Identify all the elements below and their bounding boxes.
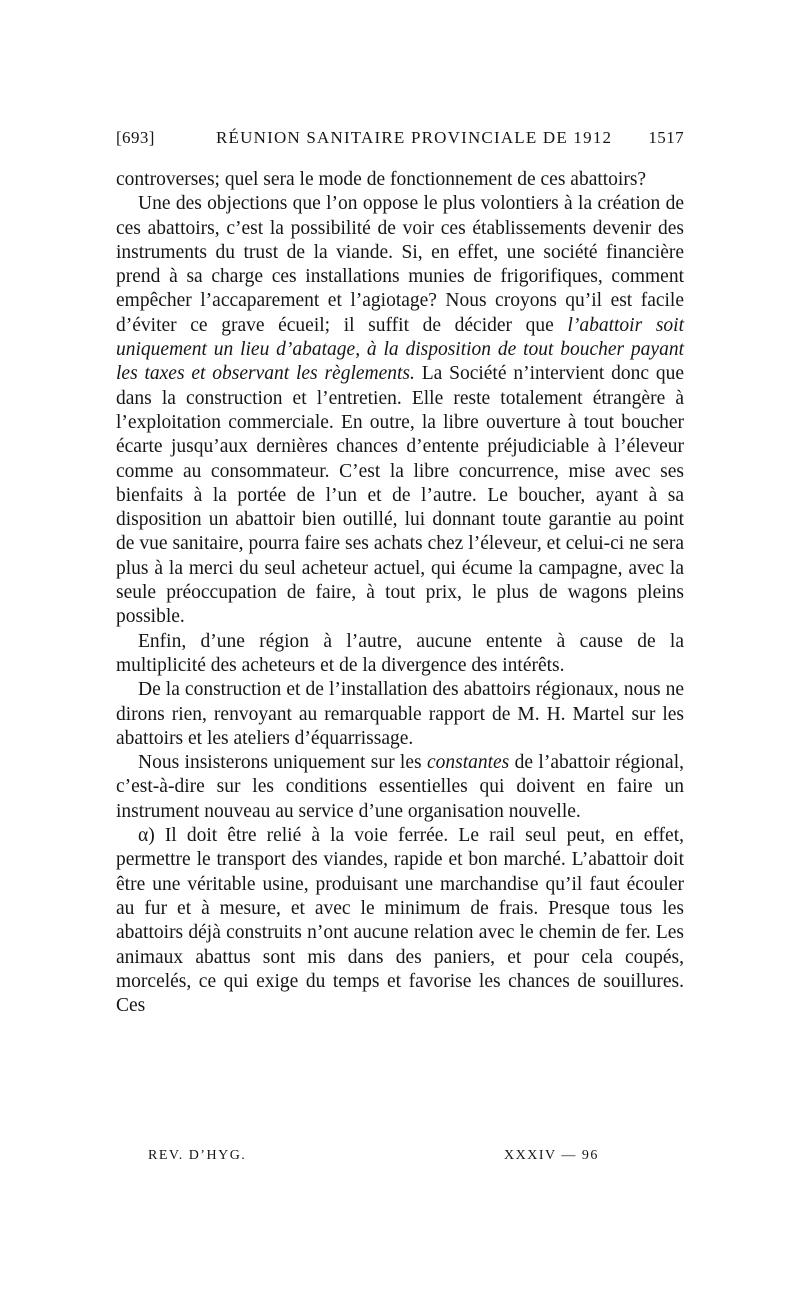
paragraph (116, 678, 684, 751)
paragraph (116, 824, 684, 1018)
paragraph (116, 751, 684, 824)
paragraph-text: α) Il doit être relié à la voie ferrée. Le rail seul peut, en effet, permettre le transport des viandes, rapide et bon marché. L’abattoir doit être une véritable usine, produisant une marchandise qu’il faut écouler au fur et à mesure, et avec le minimum de frais. Presque tous les abattoirs déjà construits n’ont aucune relation avec le chemin de fer. Les animaux abattus sont mis dans des paniers, et pour cela coupés, morcelés, ce qui exige du temps et favorise les chances de souillures. Ces (116, 825, 684, 1017)
paragraph-text: De la construction et de l’installation des abattoirs régionaux, nous ne dirons rien, renvoyant au remarquable rapport de M. H. Martel sur les abattoirs et les ateliers d’équarrissage. (116, 679, 684, 749)
paragraph-text: La Société n’intervient donc que dans la construction et l’entretien. Elle reste totalement étrangère à l’exploitation commerciale. En outre, la libre ouverture à tout boucher écarte jusqu’aux dernières chances d’entente préjudiciable à l’éleveur comme au consommateur. C’est la libre concurrence, mise avec ses bienfaits à la portée de l’un et de l’autre. Le boucher, ayant à sa disposition un abattoir bien outillé, lui donnant toute garantie au point de vue sanitaire, pourra faire ses achats chez l’éleveur, et celui-ci ne sera plus à la merci du seul acheteur actuel, qui écume la campagne, avec la seule préoccupation de faire, à tout prix, le plus de wagons pleins possible. (116, 363, 684, 628)
body-text (116, 168, 684, 1018)
paragraph-text: de l’abattoir régional, c’est-à-dire sur les conditions essentielles qui doivent en faire un instrument nouveau au service d’une organisation nouvelle. (116, 752, 684, 822)
italic-emphasis: l’abattoir soit uniquement un lieu d’abatage, à la disposition de tout boucher payant les taxes et observant les règlements. (116, 314, 684, 385)
paragraph-text: Enfin, d’une région à l’autre, aucune entente à cause de la multiplicité des acheteurs et de la divergence des intérêts. (116, 630, 684, 676)
page-footer (148, 1148, 628, 1172)
running-header (116, 128, 684, 158)
running-title: RÉUNION SANITAIRE PROVINCIALE DE 1912 (216, 128, 613, 147)
paragraph-text: Nous insisterons uniquement sur les (138, 752, 427, 774)
italic-emphasis: constantes (426, 752, 510, 774)
paragraph-text: controverses; quel sera le mode de fonctionnement de ces abattoirs? (116, 169, 647, 190)
paragraph (116, 168, 684, 192)
paragraph (116, 630, 684, 679)
paragraph-text: Une des objections que l’on oppose le plus volontiers à la création de ces abattoirs, c’est la possibilité de voir ces établissements devenir des instruments du trust de la viande. Si, en effet, une société financière prend à sa charge ces installations munies de frigorifiques, comment empêcher l’accaparement et l’agiotage? Nous croyons qu’il est facile d’éviter ce grave écueil; il suffit de décider que (116, 193, 684, 336)
journal-abbreviation: REV. D’HYG. (148, 1148, 247, 1163)
volume-sheet-signature: XXXIV — 96 (504, 1148, 599, 1163)
paragraph (116, 192, 684, 629)
page-number: 1517 (648, 128, 684, 147)
page-reference: [693] (116, 128, 155, 147)
